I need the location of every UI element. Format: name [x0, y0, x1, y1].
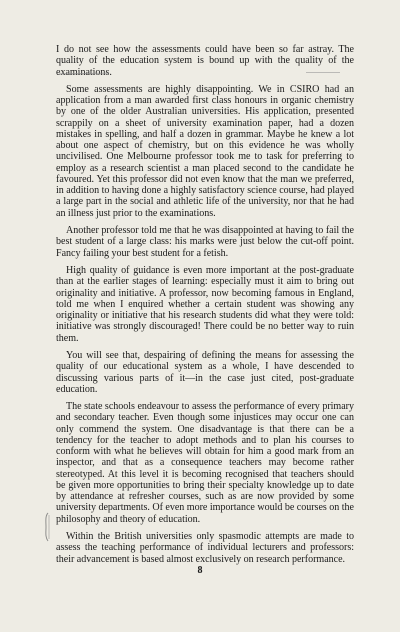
paragraph-7: Within the British universities only spasmodic attempts are made to assess the teaching performance of individual lecturers and professors: their advancement is based almost exclusively on research performance.: [56, 531, 354, 565]
pencil-margin-bracket-icon: [44, 512, 50, 542]
paragraph-3: Another professor told me that he was disappointed at having to fail the best student of a large class: his marks were just below the cut-off point. Fancy failing your best student for a fetish.: [56, 225, 354, 259]
paragraph-6: The state schools endeavour to assess the performance of every primary and secondary teacher. Even though some injustices may occur one can only commend the system. One disadvantage is that there can be a tendency for the teacher to adopt methods and to plan his courses to conform with what he believes will obtain for him a good mark from an inspector, and that as a consequence teachers may become rather stereotyped. At this level it is becoming recognised that teachers should be given more opportunities to bring their specialty knowledge up to date by attendance at refresher courses, such as are now provided by some university departments. Of even more importance would be courses on the philosophy and theory of education.: [56, 401, 354, 525]
page-number: 8: [197, 565, 203, 576]
pencil-underline-mark: [59, 69, 109, 75]
paragraph-1: I do not see how the assessments could have been so far astray. The quality of the education system is bound up with the quality of the examinations.: [56, 44, 354, 78]
body-text: [56, 44, 354, 571]
pencil-underline-mark: [306, 69, 340, 73]
paragraph-4: High quality of guidance is even more important at the post-graduate than at the earlier stages of learning: especially must it aim to bring out originality and initiative. A professor, now becoming famous in England, told me when I enquired whether a certain student was showing any originality or initiative that his research students did what they were told: initiative was strongly discouraged! There could be no better way to ruin them.: [56, 265, 354, 344]
paragraph-5: You will see that, despairing of defining the means for assessing the quality of our educational system as a whole, I have descended to discussing various parts of it—in the case just cited, post-graduate education.: [56, 350, 354, 395]
paragraph-2: Some assessments are highly disappointing. We in CSIRO had an application from a man awarded first class honours in organic chemistry by one of the older Australian universities. His application, presented scrappily on a sheet of university examination paper, had a dozen mistakes in spelling, and half a dozen in grammar. Maybe he knew a lot about one aspect of chemistry, but on this evidence he was wholly uncivilised. One Melbourne professor took me to task for preferring to employ as a research scientist a man placed second to the candidate he favoured. Yet this professor did not even know that the man we preferred, in addition to having done a highly satisfactory science course, had played a large part in the social and athletic life of the university, nor that he had an illness just prior to the examinations.: [56, 83, 354, 219]
